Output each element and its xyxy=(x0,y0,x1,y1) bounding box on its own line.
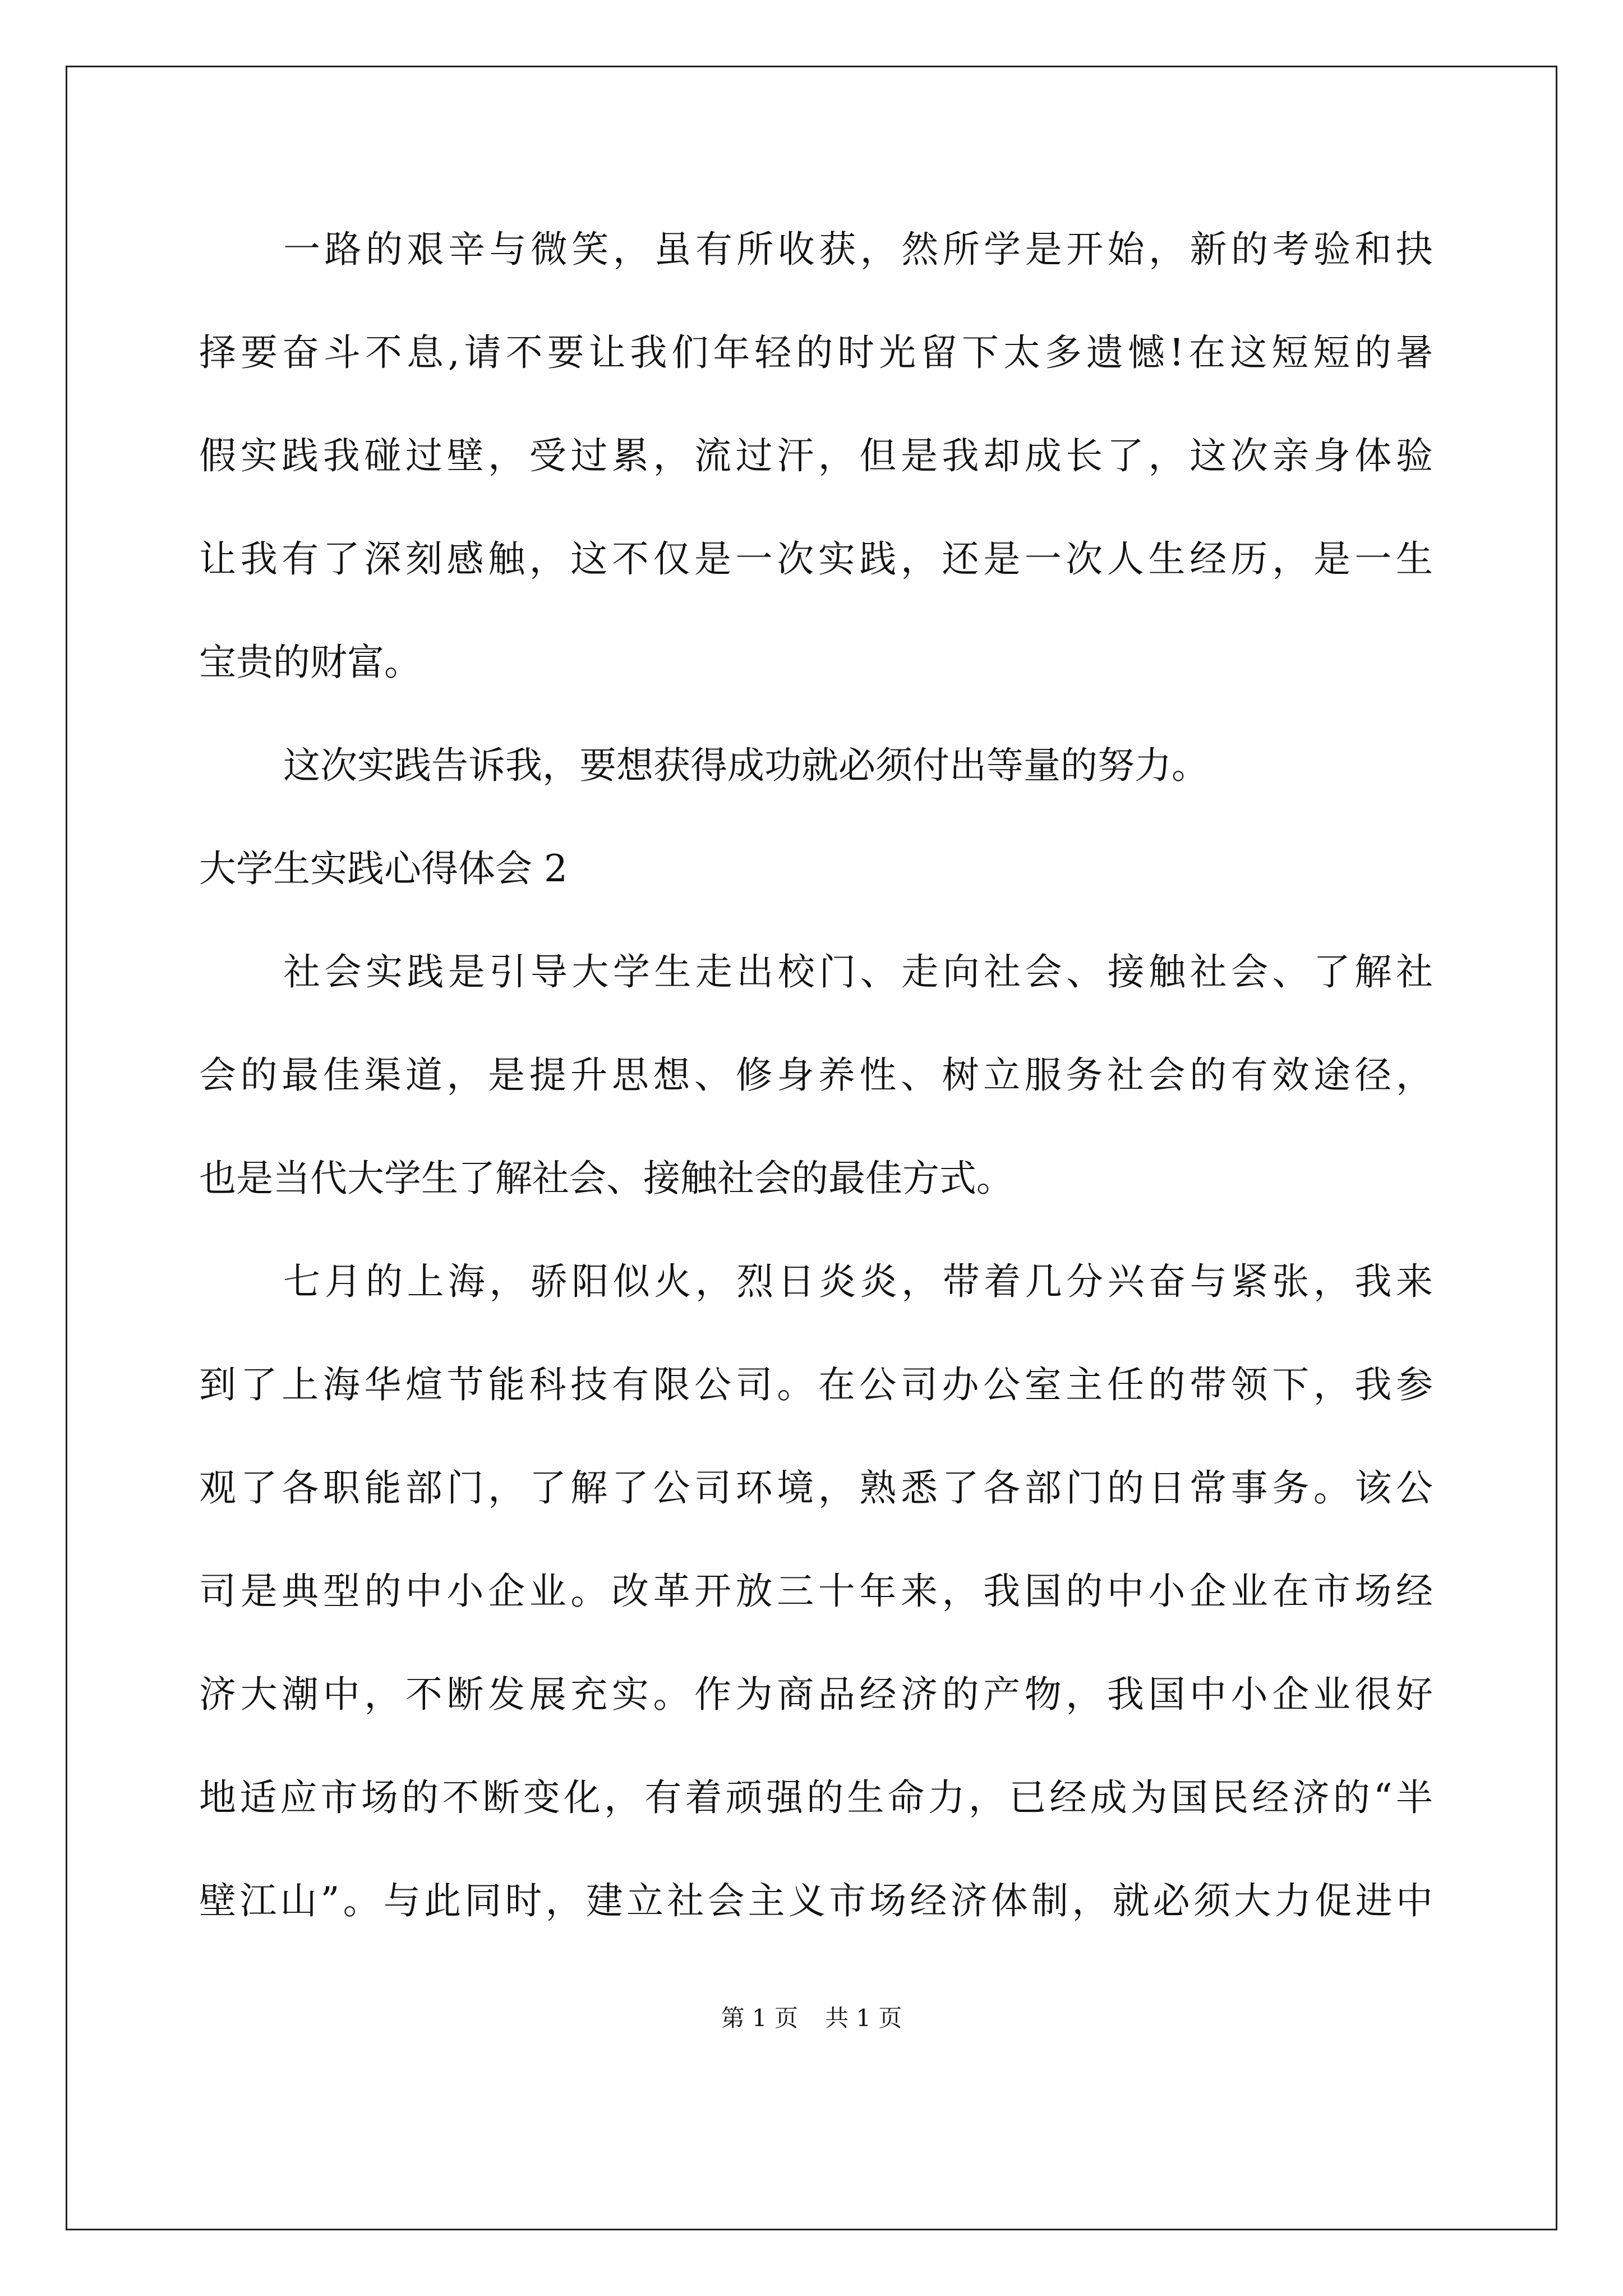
paragraph-line: 择要奋斗不息,请不要让我们年轻的时光留下太多遗憾!在这短短的暑 xyxy=(199,331,1433,374)
paragraph-line: 到了上海华煊节能科技有限公司。在公司办公室主任的带领下，我参 xyxy=(199,1363,1433,1406)
paragraph-line: 壁江山”。与此同时，建立社会主义市场经济体制，就必须大力促进中 xyxy=(199,1879,1433,1922)
paragraph-line: 观了各职能部门，了解了公司环境，熟悉了各部门的日常事务。该公 xyxy=(199,1466,1433,1510)
paragraph-line: 让我有了深刻感触，这不仅是一次实践，还是一次人生经历，是一生 xyxy=(199,537,1433,581)
paragraph-line: 一路的艰辛与微笑，虽有所收获，然所学是开始，新的考验和抉 xyxy=(283,228,1433,271)
page-total: 共 1 页 xyxy=(825,2004,902,2032)
page-footer xyxy=(0,2001,1623,2035)
page-number: 第 1 页 xyxy=(721,2004,798,2032)
paragraph-line: 会的最佳渠道，是提升思想、修身养性、树立服务社会的有效途径， xyxy=(199,1053,1433,1097)
paragraph-line: 假实践我碰过壁，受过累，流过汗，但是我却成长了，这次亲身体验 xyxy=(199,434,1433,477)
paragraph-line: 社会实践是引导大学生走出校门、走向社会、接触社会、了解社 xyxy=(283,950,1433,993)
paragraph-line: 这次实践告诉我，要想获得成功就必须付出等量的努力。 xyxy=(283,744,1209,787)
paragraph-line: 司是典型的中小企业。改革开放三十年来，我国的中小企业在市场经 xyxy=(199,1570,1433,1613)
paragraph-line: 七月的上海，骄阳似火，烈日炎炎，带着几分兴奋与紧张，我来 xyxy=(283,1260,1433,1303)
paragraph-line: 宝贵的财富。 xyxy=(199,641,421,684)
paragraph-line: 也是当代大学生了解社会、接触社会的最佳方式。 xyxy=(199,1157,1013,1200)
paragraph-line: 地适应市场的不断变化，有着顽强的生命力，已经成为国民经济的“半 xyxy=(199,1776,1433,1819)
paragraph-line: 济大潮中，不断发展充实。作为商品经济的产物，我国中小企业很好 xyxy=(199,1673,1433,1716)
section-heading: 大学生实践心得体会 2 xyxy=(199,847,568,890)
